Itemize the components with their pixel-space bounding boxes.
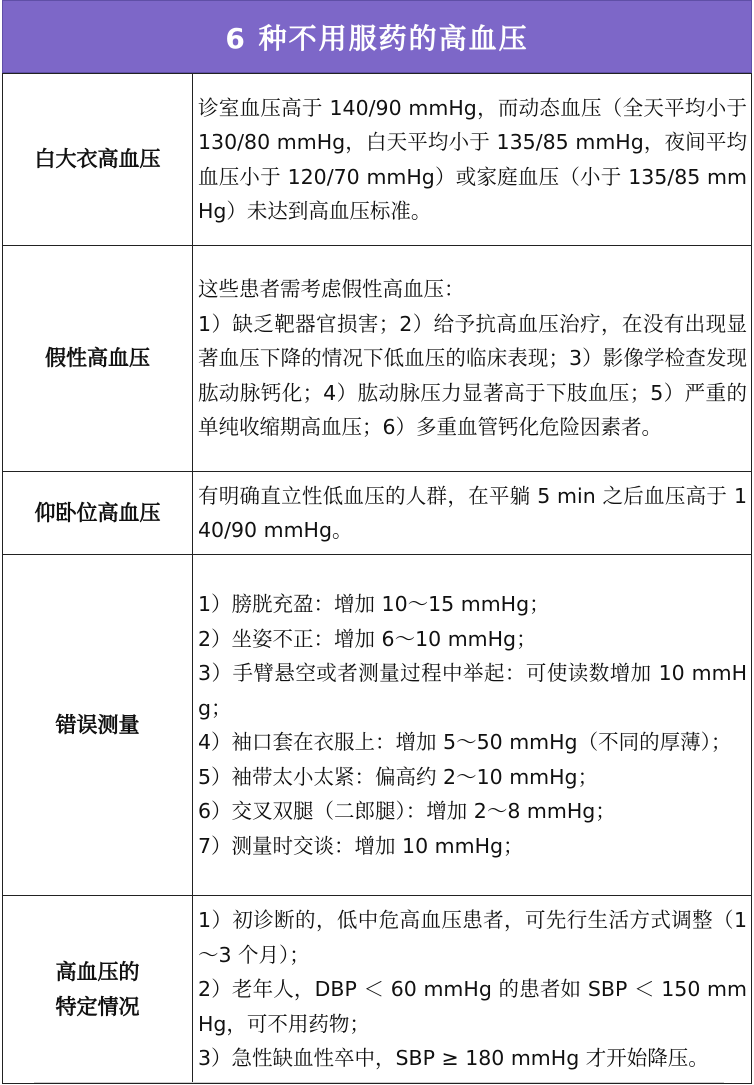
content-line: 3）手臂悬空或者测量过程中举起：可使读数增加 10 mmHg； bbox=[198, 661, 747, 720]
content-line: 7）测量时交谈：增加 10 mmHg； bbox=[198, 833, 524, 858]
table-row-special-cases bbox=[3, 896, 752, 1084]
content-line: 诊室血压高于 140/90 mmHg，而动态血压（全天平均小于 130/80 mmHg，白天平均小于 135/85 mmHg，夜间平均血压小于 120/70 mmHg）或家庭血压（小于 135/85 mmHg）未达到高血压标准。 bbox=[198, 95, 747, 223]
content-line: 6）交叉双腿（二郎腿）：增加 2～8 mmHg； bbox=[198, 799, 616, 823]
row-content bbox=[193, 246, 752, 472]
row-label: 假性高血压 bbox=[3, 246, 193, 472]
content-line: 这些患者需考虑假性高血压： bbox=[198, 277, 465, 302]
table-row-pseudo bbox=[3, 246, 752, 472]
row-label: 白大衣高血压 bbox=[3, 74, 193, 246]
row-label-line: 高血压的 bbox=[55, 959, 140, 984]
content-line: 3）急性缺血性卒中，SBP ≥ 180 mmHg 才开始降压。 bbox=[198, 1046, 709, 1071]
content-line: 1）缺乏靶器官损害；2）给予抗高血压治疗，在没有出现显著血压下降的情况下低血压的临床表现；3）影像学检查发现肱动脉钙化；4）肱动脉压力显著高于下肢血压；5）严重的单纯收缩期高血压；6）多重血管钙化危险因素者。 bbox=[198, 311, 747, 440]
row-content bbox=[193, 896, 752, 1084]
content-line: 5）袖带太小太紧：偏高约 2～10 mmHg； bbox=[198, 764, 599, 789]
content-line: 2）坐姿不正：增加 6～10 mmHg； bbox=[198, 626, 537, 651]
divider bbox=[34, 1082, 724, 1083]
content-line: 4）袖口套在衣服上：增加 5～50 mmHg（不同的厚薄）； bbox=[198, 730, 732, 754]
row-content bbox=[193, 74, 752, 246]
hypertension-table bbox=[2, 73, 752, 1084]
content-line: 1）膀胱充盈：增加 10～15 mmHg； bbox=[198, 592, 550, 616]
page-title: 6 种不用服药的高血压 bbox=[2, 0, 752, 73]
row-label bbox=[3, 896, 193, 1084]
table-row-measurement-error bbox=[3, 555, 752, 896]
table-row-white-coat bbox=[3, 74, 752, 246]
row-label-line: 特定情况 bbox=[55, 994, 140, 1019]
document bbox=[2, 0, 752, 1084]
content-line: 2）老年人，DBP ＜ 60 mmHg 的患者如 SBP ＜ 150 mmHg，可不用药物； bbox=[198, 977, 747, 1036]
table-row-supine bbox=[3, 472, 752, 555]
content-line: 有明确直立性低血压的人群，在平躺 5 min 之后血压高于 140/90 mmHg。 bbox=[198, 483, 747, 542]
row-label: 仰卧位高血压 bbox=[3, 472, 193, 555]
row-content bbox=[193, 472, 752, 555]
row-content bbox=[193, 555, 752, 896]
content-line: 1）初诊断的，低中危高血压患者，可先行生活方式调整（1～3 个月）； bbox=[198, 908, 747, 967]
row-label: 错误测量 bbox=[3, 555, 193, 896]
